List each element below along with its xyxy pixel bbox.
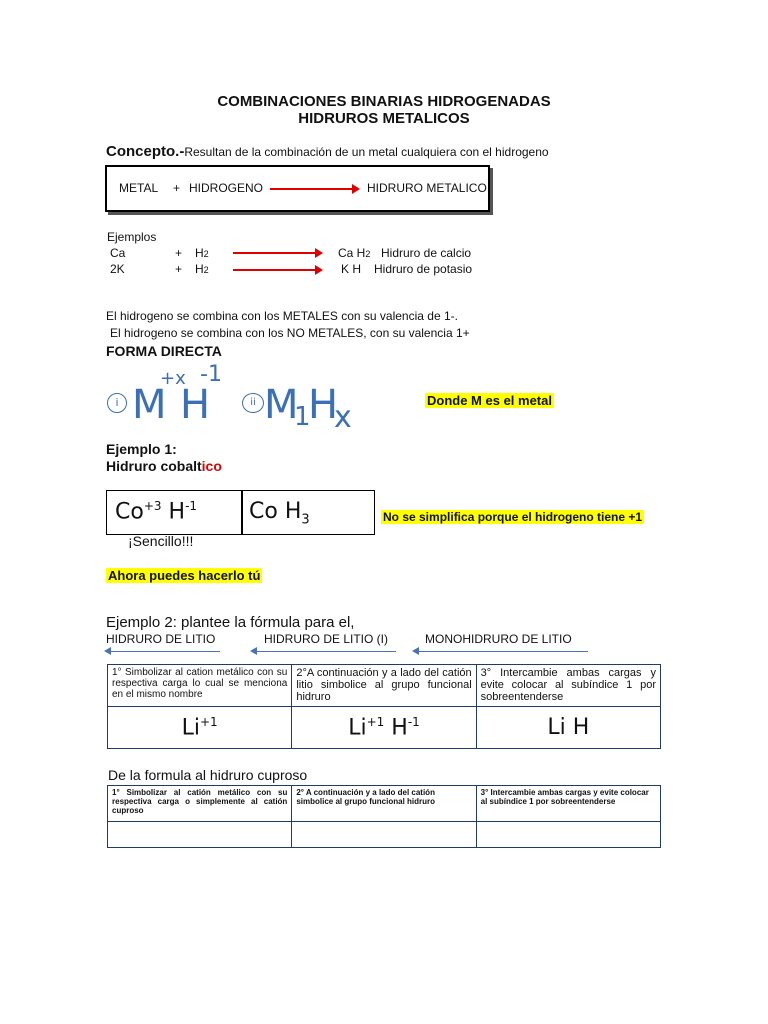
- ejemplo1-table: [106, 490, 375, 535]
- reaction-metal: METAL: [119, 181, 159, 195]
- reaction-plus: +: [173, 181, 181, 195]
- cuproso-answer-1[interactable]: [108, 822, 292, 848]
- example-k-formula: K H: [341, 262, 362, 276]
- cuproso-answer-3[interactable]: [476, 822, 660, 848]
- example-k-name: Hidruro de potasio: [374, 262, 473, 276]
- reaction-product: HIDRURO METALICO: [367, 181, 487, 195]
- cuproso-step-1: 1° Simbolizar al catión metálico con su respectiva carga o simplemente al catión cuproso: [108, 786, 292, 822]
- example-ca-arrow-icon: [233, 252, 321, 254]
- handwritten-charge-h: -1: [200, 362, 222, 387]
- ejemplo1-cell-2: Co $H_3$: [249, 499, 310, 528]
- cuproso-answer-2[interactable]: [292, 822, 476, 848]
- example-k-h: H2: [195, 262, 209, 276]
- cuproso-table: [107, 785, 661, 848]
- handwritten-m: M: [132, 382, 167, 428]
- examples-heading: Ejemplos: [107, 230, 157, 244]
- cuproso-step-2: 2° A continuación y a lado del catión simbolice al grupo funcional hidruro: [292, 786, 476, 822]
- example-k-arrow-icon: [233, 269, 321, 271]
- ejemplo2-step-1: 1° Simbolizar al cation metálico con su respectiva carga lo cual se menciona en el mismo nombre: [108, 665, 292, 707]
- donde-note: Donde M es el metal: [427, 393, 552, 408]
- example-k-plus: +: [175, 262, 183, 276]
- ejemplo2-arrow-3-icon: [418, 651, 588, 652]
- handwritten-charge-m: +x: [160, 368, 186, 389]
- forma-directa-heading: FORMA DIRECTA: [106, 343, 222, 359]
- reaction-arrow-icon: [270, 188, 358, 190]
- ejemplo2-name-1: HIDRURO DE LITIO: [106, 632, 216, 646]
- reaction-hidrogeno: HIDROGENO: [189, 181, 264, 195]
- ejemplo2-arrow-1-icon: [110, 651, 220, 652]
- valence-line-1: El hidrogeno se combina con los METALES con su valencia de 1-.: [106, 309, 458, 323]
- handwritten-sub-1: 1: [294, 402, 311, 432]
- ejemplo2-answer-2: $Li^{+1}$ $H^{-1}$: [292, 707, 476, 749]
- ahora-note: Ahora puedes hacerlo tú: [108, 568, 261, 583]
- ejemplo1-note: No se simplifica porque el hidrogeno tiene +1: [383, 510, 643, 524]
- ejemplo2-steps-row: [108, 665, 661, 707]
- ejemplo2-name-3: MONOHIDRURO DE LITIO: [425, 632, 572, 646]
- ejemplo2-table: [107, 664, 661, 749]
- ejemplo2-answer-3: Li H: [476, 707, 660, 749]
- ejemplo1-divider: [241, 491, 243, 534]
- handwritten-sub-x: x: [334, 400, 352, 435]
- example-ca-h: H2: [195, 246, 209, 260]
- step-i-marker-icon: i: [107, 393, 127, 413]
- reaction-box: [105, 165, 490, 212]
- example-ca-element: Ca: [110, 246, 126, 260]
- ejemplo1-title: Ejemplo 1:: [106, 441, 177, 457]
- concept-label: Concepto.-: [106, 143, 185, 160]
- sencillo-text: ¡Sencillo!!!: [128, 533, 194, 549]
- ejemplo2-answer-1: $Li^{+1}$: [108, 707, 292, 749]
- cuproso-answers-row: [108, 822, 661, 848]
- ejemplo2-name-2: HIDRURO DE LITIO (I): [264, 632, 389, 646]
- ejemplo2-step-2: 2°A continuación y a lado del catión litio simbolice al grupo funcional hidruro: [292, 665, 476, 707]
- ejemplo2-answers-row: [108, 707, 661, 749]
- step-ii-marker-icon: ii: [242, 393, 264, 413]
- handwritten-h: H: [180, 382, 211, 428]
- ejemplo2-step-3: 3° Intercambie ambas cargas y evite colocar al subíndice 1 por sobreentenderse: [476, 665, 660, 707]
- cuproso-steps-row: [108, 786, 661, 822]
- concept-text: Resultan de la combinación de un metal cualquiera con el hidrogeno: [184, 145, 549, 159]
- ejemplo1-cell-1: $Co^{+3}$ $H^{-1}$: [115, 499, 198, 525]
- example-ca-formula: Ca H2: [338, 246, 371, 260]
- cuproso-title: De la formula al hidruro cuproso: [108, 767, 308, 783]
- concept-paragraph: [106, 143, 549, 161]
- ejemplo2-arrow-2-icon: [256, 651, 396, 652]
- handwritten-m2: M: [264, 382, 299, 428]
- example-ca-name: Hidruro de calcio: [381, 246, 472, 260]
- example-k-element: 2K: [110, 262, 125, 276]
- document-subtitle: HIDRUROS METALICOS: [298, 110, 470, 127]
- valence-line-2: El hidrogeno se combina con los NO METALES, con su valencia 1+: [110, 326, 470, 340]
- cuproso-step-3: 3° Intercambie ambas cargas y evite colocar al subíndice 1 por sobreentenderse: [476, 786, 660, 822]
- ejemplo2-title: Ejemplo 2: plantee la fórmula para el,: [106, 614, 355, 631]
- ejemplo1-name: Hidruro cobaltico: [106, 458, 222, 474]
- handwritten-h2: H: [308, 382, 339, 428]
- example-ca-plus: +: [175, 246, 183, 260]
- document-title: COMBINACIONES BINARIAS HIDROGENADAS: [217, 93, 551, 110]
